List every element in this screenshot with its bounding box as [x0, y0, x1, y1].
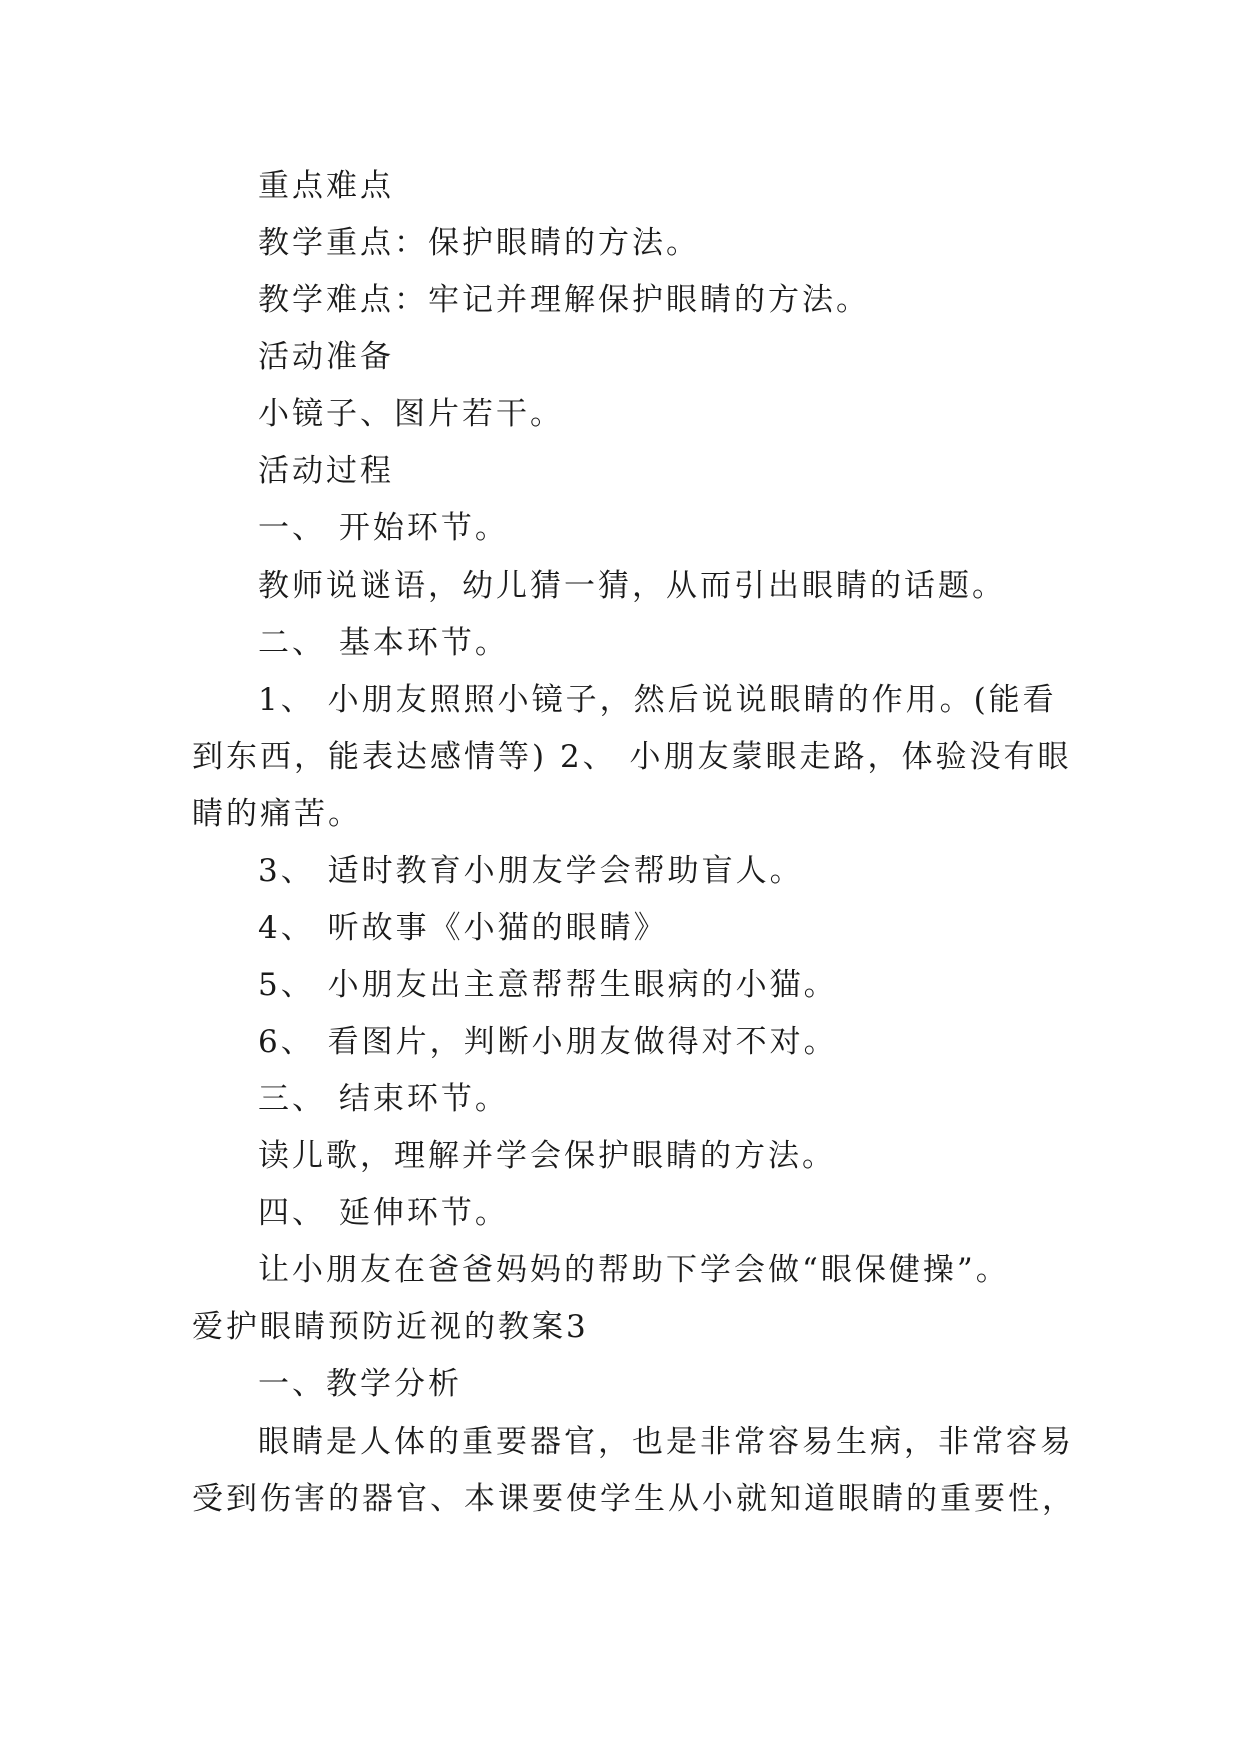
step-heading: 三、 结束环节。 [258, 1081, 509, 1117]
paragraph-line: 教学难点：牢记并理解保护眼睛的方法。 [258, 282, 870, 318]
paragraph-line: 睛的痛苦。 [192, 796, 362, 832]
paragraph-line: 教师说谜语，幼儿猜一猜，从而引出眼睛的话题。 [258, 568, 1006, 604]
paragraph-line: 眼睛是人体的重要器官，也是非常容易生病，非常容易 [258, 1424, 1074, 1460]
section-heading: 一、教学分析 [258, 1366, 462, 1402]
list-item: 6、 看图片，判断小朋友做得对不对。 [258, 1024, 838, 1060]
step-heading: 一、 开始环节。 [258, 510, 509, 546]
heading-preparation: 活动准备 [258, 339, 394, 375]
step-heading: 二、 基本环节。 [258, 625, 509, 661]
heading-key-points: 重点难点 [258, 168, 394, 204]
paragraph-line: 受到伤害的器官、本课要使学生从小就知道眼睛的重要性， [192, 1481, 1076, 1517]
paragraph-line: 读儿歌，理解并学会保护眼睛的方法。 [258, 1138, 836, 1174]
paragraph-line: 让小朋友在爸爸妈妈的帮助下学会做“眼保健操”。 [258, 1252, 1010, 1288]
list-item: 4、 听故事《小猫的眼睛》 [258, 910, 668, 946]
step-heading: 四、 延伸环节。 [258, 1195, 509, 1231]
paragraph-line: 小镜子、图片若干。 [258, 396, 564, 432]
heading-process: 活动过程 [258, 453, 394, 489]
list-item: 5、 小朋友出主意帮帮生眼病的小猫。 [258, 967, 838, 1003]
section-title: 爱护眼睛预防近视的教案3 [192, 1309, 589, 1345]
list-item: 3、 适时教育小朋友学会帮助盲人。 [258, 853, 804, 889]
list-item: 1、 小朋友照照小镜子，然后说说眼睛的作用。(能看 [258, 682, 1057, 718]
paragraph-line: 到东西，能表达感情等) 2、 小朋友蒙眼走路，体验没有眼 [192, 739, 1072, 775]
paragraph-line: 教学重点：保护眼睛的方法。 [258, 225, 700, 261]
